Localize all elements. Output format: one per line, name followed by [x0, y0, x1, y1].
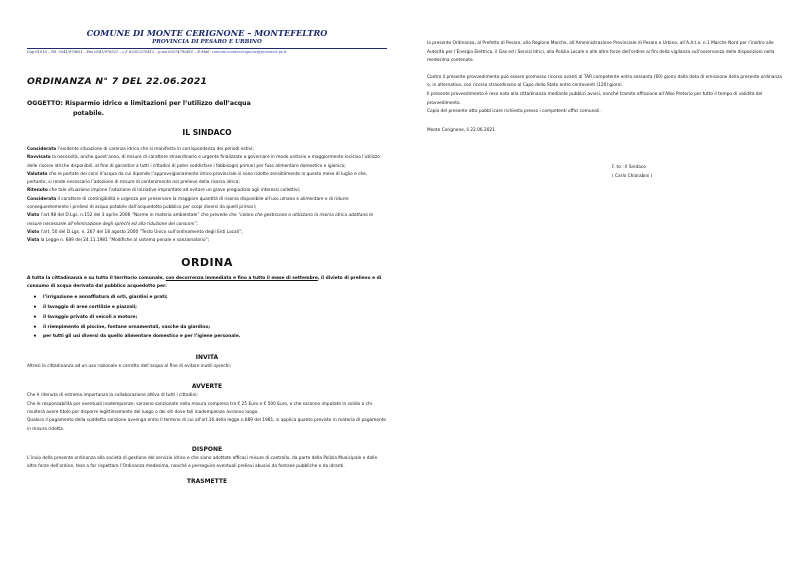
- list-item: • per tutti gli usi diversi da quello alimentare domestico e per l’igiene personale.: [43, 332, 387, 342]
- contacts-text: Cap 61010 – Tel. 0541/978631 – Fax 0541/978522 – c.f. 82012370412 – p.iva 00374790410 – E-Mail:: [27, 50, 211, 54]
- subject-line2: potabile.: [73, 110, 105, 117]
- dispone-heading: DISPONE: [191, 445, 223, 453]
- vista: Vista la Legge n. 689 del 24.11.1981 “Modifiche al sistema penale e sanzionatorio”;: [27, 238, 210, 244]
- dispone-text: L’invio della presente ordinanza alla società di gestione del servizio idrico e che siano adottate efficaci misure di controllo, da parte della Polizia Municipale e dalle altre forze dell’ordine, tese a far rispettare l’Ordinanza medesima, nonché a perseguire eventuali prelievi abusivi da fontane pubbliche e da idranti.: [27, 455, 378, 470]
- pubblicazione-text: Il presente provvedimento è reso noto alla cittadinanza mediante pubblici avvisi, nonché tramite affissione all’Albo Pretorio per tutto il tempo di validità del provvedimento.: [427, 91, 763, 106]
- ordinance-title: ORDINANZA N° 7 DEL 22.06.2021: [27, 76, 208, 87]
- right-column: [427, 40, 787, 135]
- trasmette-heading: TRASMETTE: [186, 477, 228, 485]
- invita-text: Altresì la cittadinanza ad un uso razionale e corretto dell’acqua al fine di evitare inutili sprechi;: [27, 364, 231, 370]
- municipality-title: COMUNE DI MONTE CERIGNONE – MONTEFELTRO: [86, 28, 328, 38]
- ordina-heading: ORDINA: [181, 255, 233, 269]
- preamble: [27, 146, 387, 246]
- considerata-2: Considerata il carattere di contingibilità e urgenza per preservare la maggiore quantità di risorsa disponibile all’uso umano e alimentare e di ridurre conseguentemente i prelievi di acqua potabile dall’acquedotto pubblico per scopi diversi da quelli primari;: [27, 196, 349, 211]
- visto-2: Visto l’art. 50 del D.Lgs. n. 267 del 18 agosto 2000 “Testo Unico sull’ordinamento degli Enti Locali”;: [27, 229, 243, 235]
- sindaco-heading: IL SINDACO: [182, 128, 232, 137]
- visto-1: Visto l’art.98 del D.Lgs. n.152 del 3 aprile 2006 “Norme in materia ambientale” che prevede che “coloro che gestiscono o utilizzano la risorsa idrica adottano le misure necessarie all’eliminazione degli sprechi ed alla riduzione dei consumi”;: [27, 213, 374, 227]
- valutato: Valutato che le portate dei corsi d’acqua da cui dipende l’approvvigionamento idrico provinciale si sono ridotte sensibilmente in questo mese di luglio e che, pertanto, si rende necessario l’adozione di misure di contenimento nel prelievo della risorsa idrica;: [27, 171, 368, 186]
- place-date: Monte Cerignone, li 22.06.2021: [427, 127, 495, 133]
- invita-heading: INVITA: [195, 354, 219, 362]
- list-item: • il lavaggio di aree cortilizie e piazzali;: [43, 303, 387, 313]
- avverte-heading: AVVERTE: [191, 383, 223, 391]
- province-subtitle: PROVINCIA DI PESARO E URBINO: [152, 39, 262, 45]
- ordina-intro: A tutta la cittadinanza e su tutto il territorio comunale, con decorrenza immediata e fino a tutto il mese di settembre, il divieto di prelievo e di consumo di acqua derivata dal pubblico acquedotto per:: [27, 275, 382, 289]
- subject: [27, 99, 387, 119]
- ricorso-text: Contro il presente provvedimento può essere promosso ricorso avanti al TAR competente entro sessanta (60) giorni dalla data di emissione della presente ordinanza o, in alternativa, con ricorso straordinario al Capo dello Stato entro centoventi (120) giorni.: [427, 74, 782, 89]
- header-divider: [27, 48, 387, 49]
- header-contacts: [27, 50, 387, 54]
- avverte-text: Che è ritenuta di estrema importanza la collaborazione attiva di tutti i cittadini; Che le responsabilità per eventuali inadempienze, saranno sanzionate nella misura compresa tra € 25 Euro e € 500 Euro, e che saranno imputate in solido a chi risulterà avere titolo per disporre legittimamente del luogo o dei siti dove tali inadempienze avranno luogo. Qualora il pagamento della suddetta sanzione avvenga entro il termine di cui all’art.16 della legge n.689 del 1981, si applica quanto previsto in materia di pagamento in misura ridotta.: [27, 393, 387, 432]
- signature-name: ( Carlo Chiarabini ): [612, 174, 653, 179]
- left-column: [27, 28, 387, 487]
- signature-block: [612, 163, 652, 181]
- subject-line1: OGGETTO: Risparmio idrico e limitazioni per l’utilizzo dell’acqua: [27, 100, 251, 107]
- ravvisata: Ravvisata la necessità, anche quest’anno, di misure di carattere straordinario e urgente finalizzate a governare in modo unitario e maggiormente incisivo l’utilizzo delle risorse idriche disponibili, al fine di garantire a tutti i cittadini di poter soddisfare i fabbisogni primari per fuso alimentare domestico e igienico;: [27, 155, 380, 169]
- considerata-1: Considerata l’evidente situazione di carenza idrica che si manifesta in corrispondenza dei periodi estivi;: [27, 147, 254, 152]
- ritenuto: Ritenuto che tale situazione impone l’adozione di iniziative improntate ad evitare un grave pregiudizio agli interessi collettivi;: [27, 188, 301, 194]
- trasmette-text: la presente Ordinanza, al Prefetto di Pesaro, alla Regione Marche, all’Amministrazione Provinciale di Pesaro e Urbino, all’A.A.t.o. n.1 Marche Nord per l’inoltro alle Autorità per l’Energia Elettrica, il Gas ed i Servizi Idrici, alla Polizia Locale e alle altre forze dell’ordine ai fini della vigilanza sull’osservanza delle disposizioni nella medesima contenute.: [427, 41, 775, 64]
- copia-text: Copia del presente atto pubbl icare richiesta presso i competenti uffici comunali.: [427, 109, 601, 115]
- list-item: • il lavaggio privato di veicoli a motore;: [43, 313, 387, 323]
- signature-title: F. to : Il Sindaco: [612, 165, 646, 170]
- list-item: • l’irrigazione e annaffiatura di orti, giardini e prati;: [43, 293, 387, 303]
- list-item: • il riempimento di piscine, fontane ornamentali, vasche da giardino;: [43, 323, 387, 333]
- email-link[interactable]: comune.montecerignone@provincia.ps.it: [211, 50, 287, 54]
- ordina-list: [27, 293, 387, 342]
